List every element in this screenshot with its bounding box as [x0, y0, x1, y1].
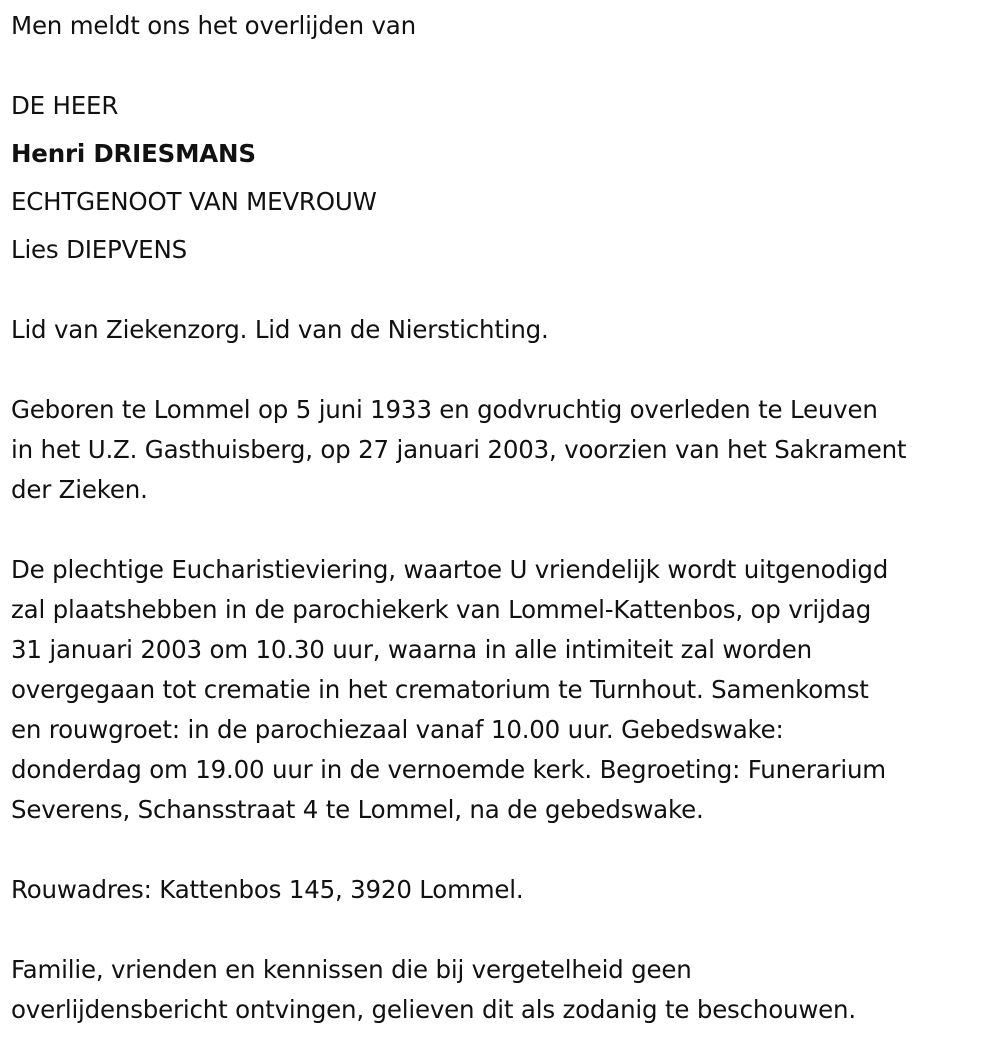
spouse-name: Lies DIEPVENS: [11, 235, 187, 264]
closing-line: overlijdensbericht ontvingen, gelieven dit als zodanig te beschouwen.: [11, 995, 856, 1024]
memberships: Lid van Ziekenzorg. Lid van de Nierstichting.: [11, 315, 549, 344]
ceremony-line: zal plaatshebben in de parochiekerk van Lommel-Kattenbos, op vrijdag: [11, 595, 872, 624]
mourning-address: Rouwadres: Kattenbos 145, 3920 Lommel.: [11, 875, 524, 904]
ceremony-line: De plechtige Eucharistieviering, waartoe U vriendelijk wordt uitgenodigd: [11, 555, 889, 584]
intro-line: Men meldt ons het overlijden van: [11, 11, 416, 40]
closing-line: Familie, vrienden en kennissen die bij vergetelheid geen: [11, 955, 692, 984]
closing-paragraph: [11, 950, 856, 1030]
birth-death-line: in het U.Z. Gasthuisberg, op 27 januari 2003, voorzien van het Sakrament: [11, 435, 907, 464]
ceremony-paragraph: [11, 550, 888, 830]
ceremony-line: donderdag om 19.00 uur in de vernoemde kerk. Begroeting: Funerarium: [11, 755, 886, 784]
ceremony-line: 31 januari 2003 om 10.30 uur, waarna in alle intimiteit zal worden: [11, 635, 812, 664]
deceased-name: Henri DRIESMANS: [11, 139, 256, 168]
birth-death-line: der Zieken.: [11, 475, 148, 504]
title-prefix: DE HEER: [11, 91, 119, 120]
ceremony-line: Severens, Schansstraat 4 te Lommel, na de gebedswake.: [11, 795, 704, 824]
ceremony-line: overgegaan tot crematie in het crematorium te Turnhout. Samenkomst: [11, 675, 869, 704]
birth-death-line: Geboren te Lommel op 5 juni 1933 en godvruchtig overleden te Leuven: [11, 395, 878, 424]
spouse-label: ECHTGENOOT VAN MEVROUW: [11, 187, 377, 216]
birth-death-paragraph: [11, 390, 906, 510]
ceremony-line: en rouwgroet: in de parochiezaal vanaf 10.00 uur. Gebedswake:: [11, 715, 784, 744]
